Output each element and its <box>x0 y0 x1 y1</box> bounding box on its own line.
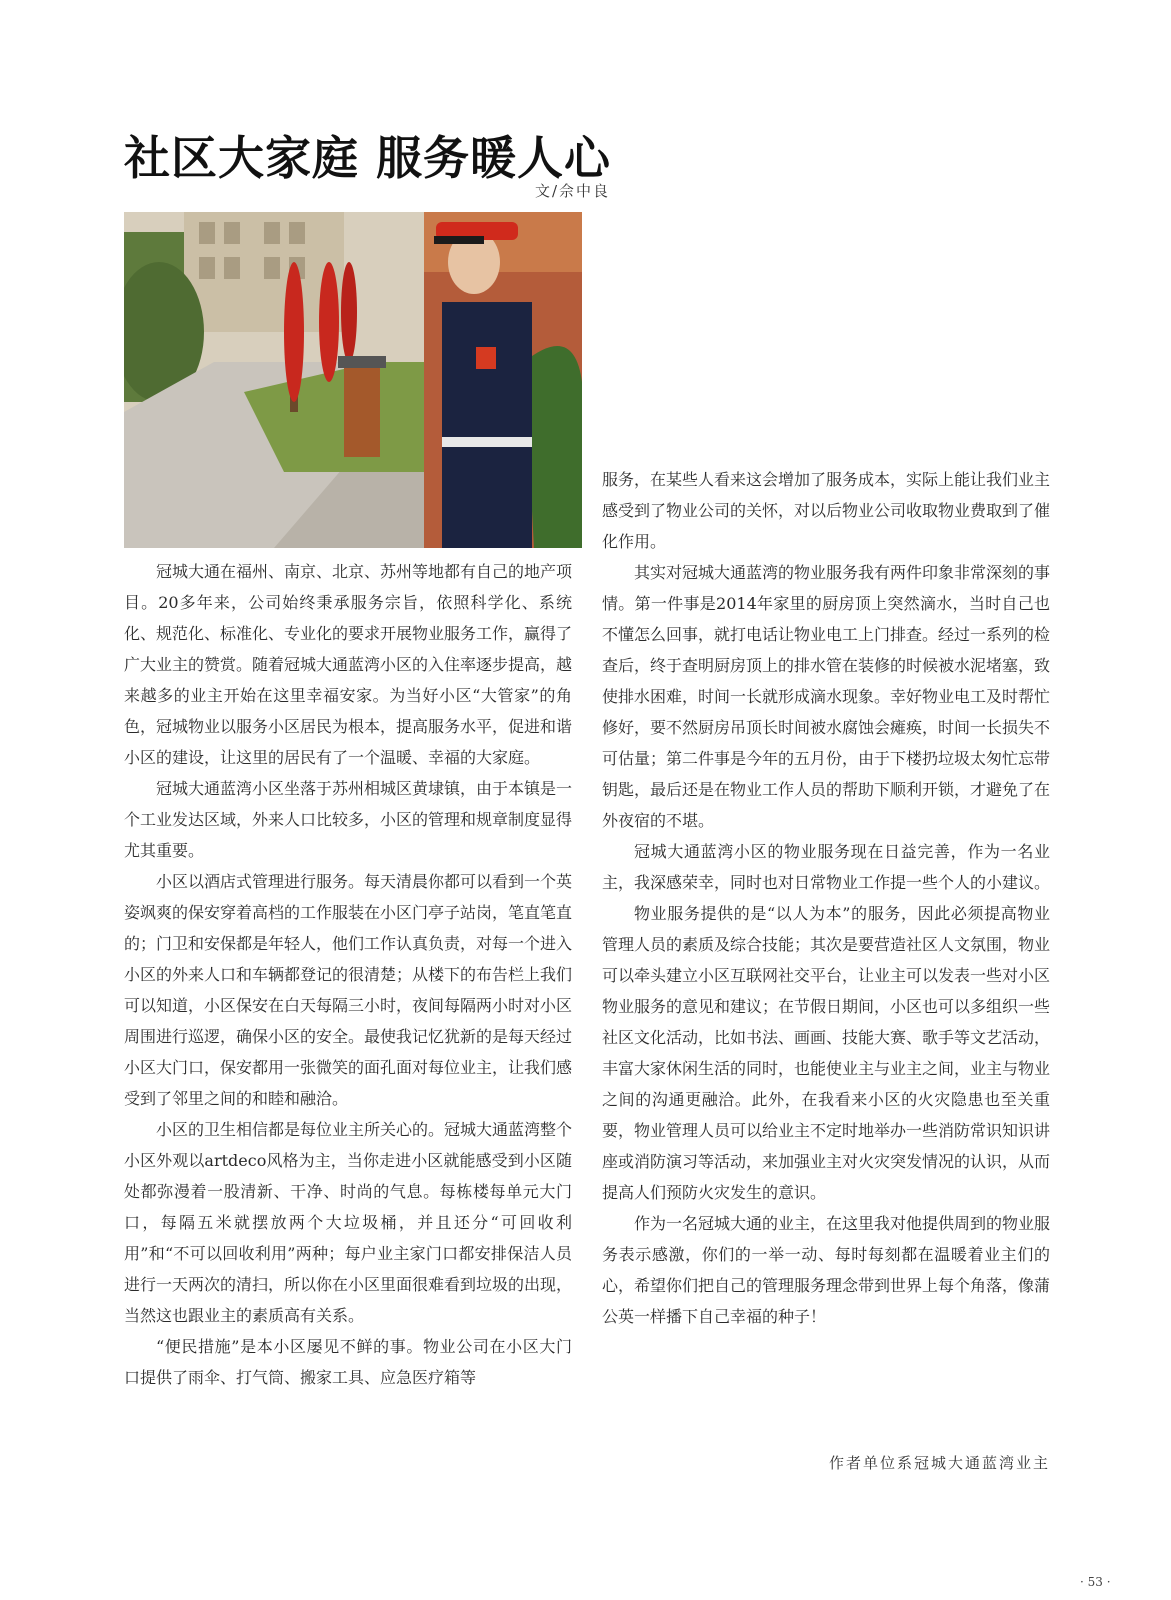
article-left-column <box>124 556 572 1393</box>
article-title: 社区大家庭 服务暖人心 <box>124 131 612 185</box>
security-guard-photo <box>124 212 582 548</box>
paragraph: 冠城大通蓝湾小区坐落于苏州相城区黄埭镇，由于本镇是一个工业发达区域，外来人口比较多，小区的管理和规章制度显得尤其重要。 <box>124 779 573 860</box>
paragraph: 服务，在某些人看来这会增加了服务成本，实际上能让我们业主感受到了物业公司的关怀，对以后物业公司收取物业费取到了催化作用。 <box>602 470 1051 551</box>
paragraph: 其实对冠城大通蓝湾的物业服务我有两件印象非常深刻的事情。第一件事是2014年家里的厨房顶上突然滴水，当时自己也不懂怎么回事，就打电话让物业电工上门排查。经过一系列的检查后，终于查明厨房顶上的排水管在装修的时候被水泥堵塞，致使排水困难，时间一长就形成滴水现象。幸好物业电工及时帮忙修好，要不然厨房吊顶长时间被水腐蚀会瘫痪，时间一长损失不可估量；第二件事是今年的五月份，由于下楼扔垃圾太匆忙忘带钥匙，最后还是在物业工作人员的帮助下顺利开锁，才避免了在外夜宿的不堪。 <box>602 563 1051 830</box>
article-right-column <box>602 464 1050 1332</box>
article-byline: 文/佘中良 <box>534 182 610 200</box>
paragraph: 冠城大通蓝湾小区的物业服务现在日益完善，作为一名业主，我深感荣幸，同时也对日常物业工作提一些个人的小建议。 <box>602 842 1051 892</box>
author-affiliation: 作者单位系冠城大通蓝湾业主 <box>828 1454 1050 1472</box>
paragraph: 作为一名冠城大通的业主，在这里我对他提供周到的物业服务表示感激，你们的一举一动、每时每刻都在温暖着业主们的心，希望你们把自己的管理服务理念带到世界上每个角落，像蒲公英一样播下自己幸福的种子！ <box>602 1214 1051 1326</box>
paragraph: 小区以酒店式管理进行服务。每天清晨你都可以看到一个英姿飒爽的保安穿着高档的工作服装在小区门亭子站岗，笔直笔直的；门卫和安保都是年轻人，他们工作认真负责，对每一个进入小区的外来人口和车辆都登记的很清楚；从楼下的布告栏上我们可以知道，小区保安在白天每隔三小时，夜间每隔两小时对小区周围进行巡逻，确保小区的安全。最使我记忆犹新的是每天经过小区大门口，保安都用一张微笑的面孔面对每位业主，让我们感受到了邻里之间的和睦和融洽。 <box>124 872 573 1108</box>
paragraph: 冠城大通在福州、南京、北京、苏州等地都有自己的地产项目。20多年来，公司始终秉承服务宗旨，依照科学化、系统化、规范化、标准化、专业化的要求开展物业服务工作，赢得了广大业主的赞赏。随着冠城大通蓝湾小区的入住率逐步提高，越来越多的业主开始在这里幸福安家。为当好小区“大管家”的角色，冠城物业以服务小区居民为根本，提高服务水平，促进和谐小区的建设，让这里的居民有了一个温暖、幸福的大家庭。 <box>124 562 573 767</box>
paragraph: 小区的卫生相信都是每位业主所关心的。冠城大通蓝湾整个小区外观以artdeco风格为主，当你走进小区就能感受到小区随处都弥漫着一股清新、干净、时尚的气息。每栋楼每单元大门口，每隔五米就摆放两个大垃圾桶，并且还分“可回收利用”和“不可以回收利用”两种；每户业主家门口都安排保洁人员进行一天两次的清扫，所以你在小区里面很难看到垃圾的出现，当然这也跟业主的素质高有关系。 <box>124 1120 573 1325</box>
paragraph: “便民措施”是本小区屡见不鲜的事。物业公司在小区大门口提供了雨伞、打气筒、搬家工具、应急医疗箱等 <box>124 1337 572 1387</box>
paragraph: 物业服务提供的是“以人为本”的服务，因此必须提高物业管理人员的素质及综合技能；其次是要营造社区人文氛围，物业可以牵头建立小区互联网社交平台，让业主可以发表一些对小区物业服务的意见和建议；在节假日期间，小区也可以多组织一些社区文化活动，比如书法、画画、技能大赛、歌手等文艺活动，丰富大家休闲生活的同时，也能使业主与业主之间，业主与物业之间的沟通更融洽。此外，在我看来小区的火灾隐患也至关重要，物业管理人员可以给业主不定时地举办一些消防常识知识讲座或消防演习等活动，来加强业主对火灾突发情况的认识，从而提高人们预防火灾发生的意识。 <box>602 904 1051 1202</box>
page-number: · 53 · <box>1080 1575 1111 1589</box>
